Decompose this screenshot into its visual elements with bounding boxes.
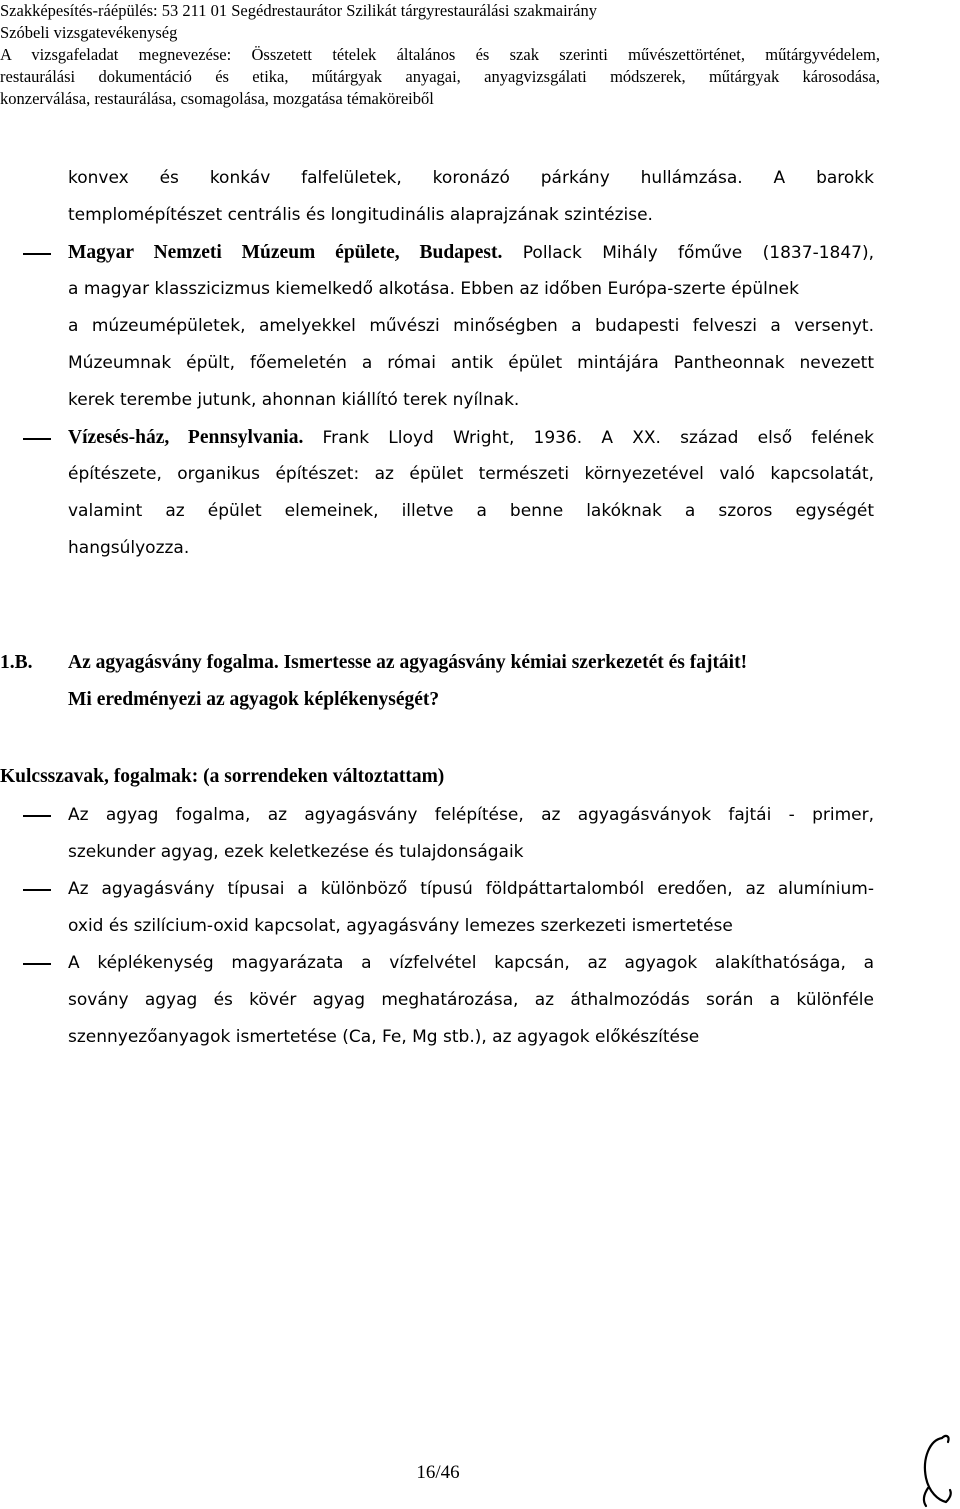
keywords-heading: Kulcsszavak, fogalmak: (a sorrendeken változtattam) (0, 766, 445, 787)
fallingwater-paragraph (68, 419, 874, 567)
bullet-dash (23, 963, 51, 965)
bullet-dash (23, 438, 51, 440)
header-line-1: Szakképesítés-ráépülés: 53 211 01 Segédrestaurátor Szilikát tárgyrestaurálási szakmairány (0, 1, 598, 20)
continuation-paragraph (68, 160, 874, 234)
fallingwater-line-1 (68, 419, 874, 456)
museum-line-1-rest: Pollack Mihály főműve (1837-1847), (502, 243, 874, 263)
fallingwater-line-2: építészete, organikus építészet: az épület természeti környezetével való kapcsolatát, (68, 464, 874, 484)
bullet-dash (23, 889, 51, 891)
bullet-dash (23, 815, 51, 817)
header-line-5: konzerválása, restaurálása, csomagolása, mozgatása témaköreiből (0, 89, 434, 108)
page-header (0, 0, 880, 110)
museum-title: Magyar Nemzeti Múzeum épülete, Budapest. (68, 242, 503, 263)
question-line-2: Mi eredményezi az agyagok képlékenységét? (68, 689, 440, 710)
keyword-item-3-line-3: szennyezőanyagok ismertetése (Ca, Fe, Mg stb.), az agyagok előkészítése (68, 1027, 700, 1047)
keyword-item-2-line-2: oxid és szilícium-oxid kapcsolat, agyagásvány lemezes szerkezeti ismertetése (68, 916, 733, 936)
fallingwater-line-3: valamint az épület elemeinek, illetve a benne lakóknak a szoros egységét (68, 501, 874, 521)
question-number: 1.B. (0, 652, 33, 673)
header-line-3: A vizsgafeladat megnevezése: Összetett tételek általános és szak szerinti művészettörténet, műtárgyvédelem, (0, 45, 880, 64)
museum-line-2: a magyar klasszicizmus kiemelkedő alkotása. Ebben az időben Európa-szerte épülnek (68, 279, 799, 299)
page-number: 16/46 (416, 1462, 460, 1483)
museum-line-3: a múzeumépületek, amelyekkel művészi minőségben a budapesti felveszi a versenyt. (68, 316, 874, 336)
handwritten-signature (912, 1428, 956, 1508)
museum-line-5: kerek terembe jutunk, ahonnan kiállító terek nyílnak. (68, 390, 520, 410)
fallingwater-title: Vízesés-ház, Pennsylvania. (68, 427, 304, 448)
keyword-item-1 (68, 797, 874, 871)
museum-paragraph (68, 234, 874, 419)
museum-line-1 (68, 234, 874, 271)
keyword-item-2-line-1: Az agyagásvány típusai a különböző típusú földpáttartalomból eredően, az alumínium- (68, 879, 874, 899)
fallingwater-line-1-rest: Frank Lloyd Wright, 1936. A XX. század első felének (303, 428, 874, 448)
bullet-dash (23, 253, 51, 255)
keyword-item-1-line-1: Az agyag fogalma, az agyagásvány felépítése, az agyagásványok fajtái - primer, (68, 805, 874, 825)
keyword-item-3 (68, 945, 874, 1056)
museum-line-4: Múzeumnak épült, főemeletén a római antik épület mintájára Pantheonnak nevezett (68, 353, 874, 373)
continuation-line-2: templomépítészet centrális és longitudinális alaprajzának szintézise. (68, 205, 653, 225)
keyword-item-3-line-2: sovány agyag és kövér agyag meghatározása, az áthalmozódás során a különféle (68, 990, 874, 1010)
fallingwater-line-4: hangsúlyozza. (68, 538, 190, 558)
keyword-item-2 (68, 871, 874, 945)
question-line-1: Az agyagásvány fogalma. Ismertesse az agyagásvány kémiai szerkezetét és fajtáit! (68, 652, 748, 673)
keyword-item-3-line-1: A képlékenység magyarázata a vízfelvétel kapcsán, az agyagok alakíthatósága, a (68, 953, 874, 973)
continuation-line-1: konvex és konkáv falfelületek, koronázó párkány hullámzása. A barokk (68, 168, 874, 188)
keyword-item-1-line-2: szekunder agyag, ezek keletkezése és tulajdonságaik (68, 842, 524, 862)
question-text (68, 644, 874, 718)
header-line-4: restaurálási dokumentáció és etika, műtárgyak anyagai, anyagvizsgálati módszerek, műtárgyak károsodása, (0, 67, 880, 86)
header-line-2: Szóbeli vizsgatevékenység (0, 23, 178, 42)
